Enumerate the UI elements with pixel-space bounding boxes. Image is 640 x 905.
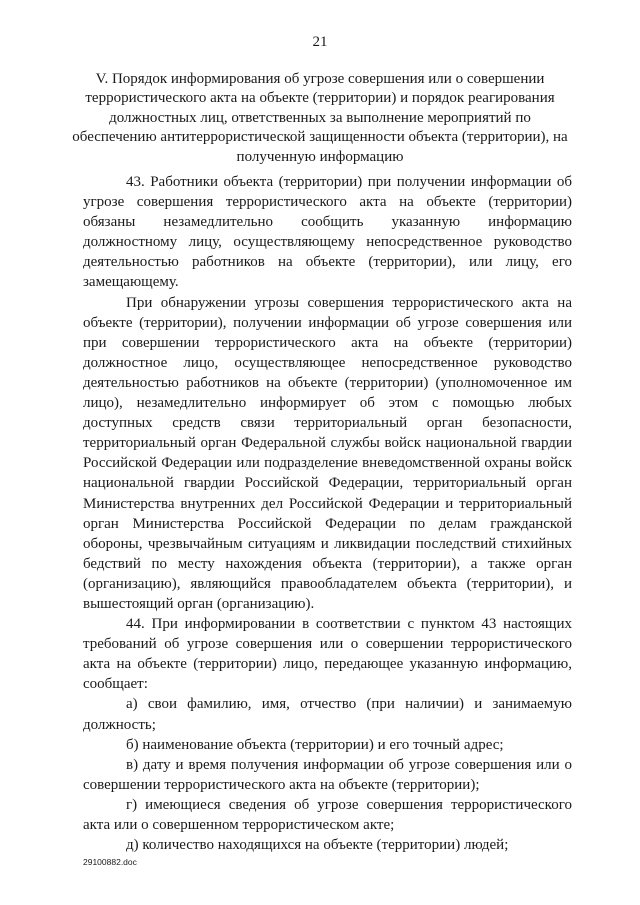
document-body <box>83 172 572 855</box>
list-item-g: г) имеющиеся сведения об угрозе совершения террористического акта или о совершенном террористическом акте; <box>83 796 572 833</box>
list-item-a: а) свои фамилию, имя, отчество (при наличии) и занимаемую должность; <box>83 696 572 733</box>
list-item-d: д) количество находящихся на объекте (территории) людей; <box>126 837 509 854</box>
paragraph-notification: При обнаружении угрозы совершения террористического акта на объекте (территории), получении информации об угрозе совершения или при совершении террористического акта на объекте (территории) должностное лицо, осуществляющее непосредственное руководство деятельностью работников на объекте (территории) (уполномоченное им лицо), незамедлительно информирует об этом с помощью любых доступных средств связи территориальный орган безопасности, территориальный орган Федеральной службы войск национальной гвардии Российской Федерации или подразделение вневедомственной охраны войск национальной гвардии Российской Федерации, территориальный орган Министерства внутренних дел Российской Федерации и территориальный орган Министерства Российской Федерации по делам гражданской обороны, чрезвычайным ситуациям и ликвидации последствий стихийных бедствий по месту нахождения объекта (территории), а также орган (организацию), являющийся правообладателем объекта (территории), и вышестоящий орган (организацию). <box>83 294 572 612</box>
list-item-b: б) наименование объекта (территории) и его точный адрес; <box>126 736 504 753</box>
paragraph-43: 43. Работники объекта (территории) при получении информации об угрозе совершения террористического акта на объекте (территории) обязаны незамедлительно сообщить указанную информацию должностному лицу, осуществляющему непосредственное руководство деятельностью работников на объекте (территории), или лицу, его замещающему. <box>83 174 572 291</box>
page-number: 21 <box>312 34 328 50</box>
section-title: V. Порядок информирования об угрозе совершения или о совершении террористического акта на объекте (территории) и порядок реагирования должностных лиц, ответственных за выполнение мероприятий по обеспечению антитеррористической защищенности объекта (территории), на полученную информацию <box>72 71 568 165</box>
list-item-v: в) дату и время получения информации об угрозе совершения или о совершении террористического акта на объекте (территории); <box>83 756 572 793</box>
document-filename: 29100882.doc <box>83 857 137 867</box>
paragraph-44: 44. При информировании в соответствии с пунктом 43 настоящих требований об угрозе совершения или о совершении террористического акта на объекте (территории) лицо, передающее указанную информацию, сообщает: <box>83 616 572 693</box>
